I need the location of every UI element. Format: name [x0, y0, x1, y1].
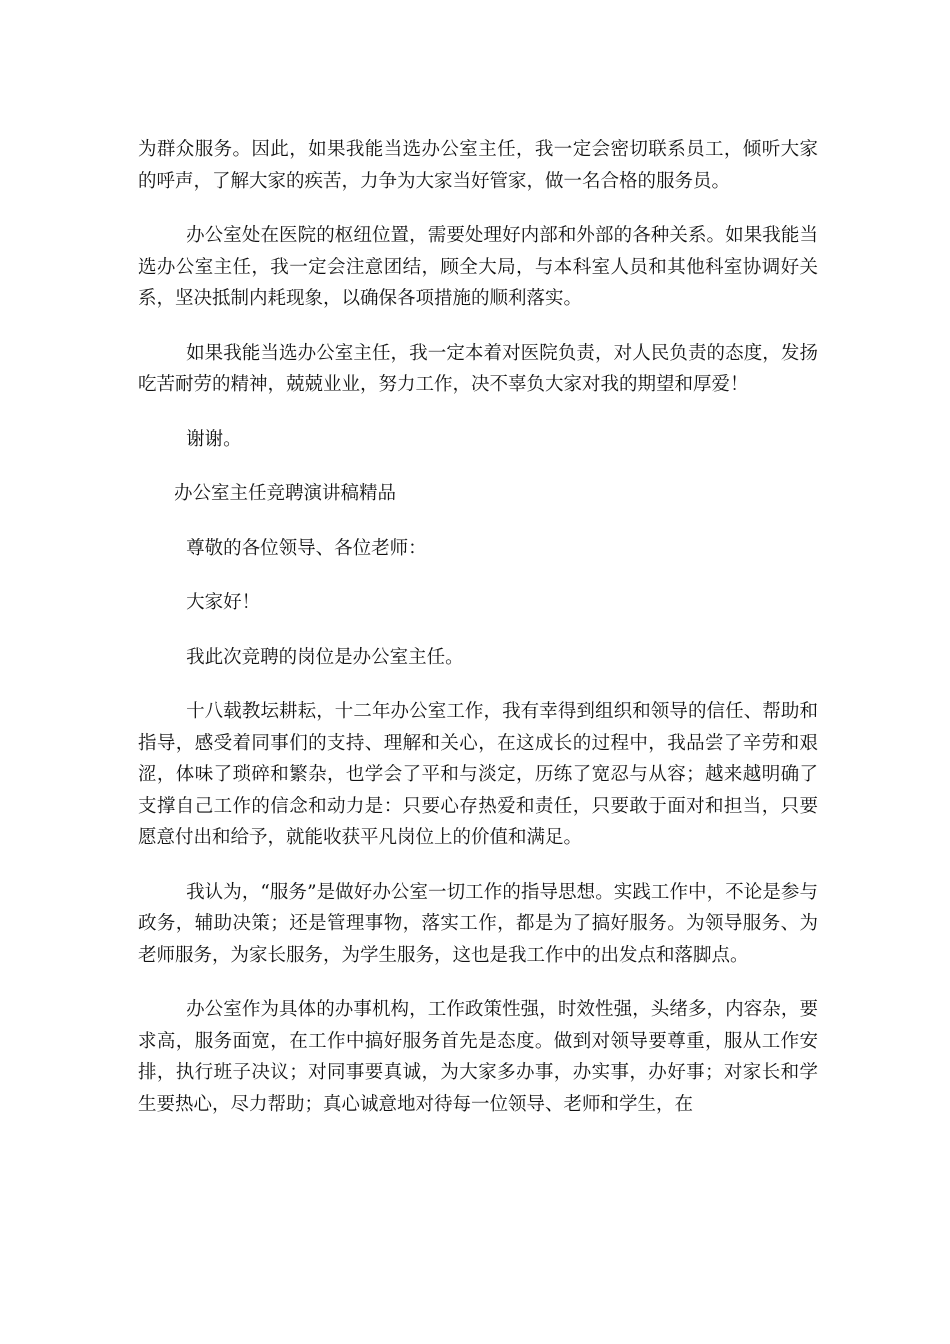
greeting: 大家好！ [186, 592, 261, 613]
paragraph-office-role: 办公室作为具体的办事机构，工作政策性强，时效性强，头绪多，内容杂，要求高，服务面宽，在工作中搞好服务首先是态度。做到对领导要尊重，服从工作安排，执行班子决议；对同事要真诚，为大家多办事，办实事，办好事；对家长和学生要热心，尽力帮助；真心诚意地对待每一位领导、老师和学生，在 [138, 999, 818, 1115]
paragraph-3: 如果我能当选办公室主任，我一定本着对医院负责，对人民负责的态度，发扬吃苦耐劳的精神，兢兢业业，努力工作，决不辜负大家对我的期望和厚爱！ [138, 342, 818, 395]
paragraph-thanks: 谢谢。 [186, 428, 242, 450]
document-title: 办公室主任竞聘演讲稿精品 [174, 483, 397, 504]
document-body [138, 134, 818, 1143]
paragraph-service: 我认为，“服务”是做好办公室一切工作的指导思想。实践工作中，不论是参与政务，辅助决策；还是管理事物，落实工作，都是为了搞好服务。为领导服务、为老师服务，为家长服务，为学生服务，这也是我工作中的出发点和落脚点。 [138, 881, 818, 966]
paragraph-experience: 十八载教坛耕耘，十二年办公室工作，我有幸得到组织和领导的信任、帮助和指导，感受着同事们的支持、理解和关心，在这成长的过程中，我品尝了辛劳和艰涩，体味了琐碎和繁杂，也学会了平和与淡定，历练了宽忍与从容；越来越明确了支撑自己工作的信念和动力是：只要心存热爱和责任，只要敢于面对和担当，只要愿意付出和给予，就能收获平凡岗位上的价值和满足。 [138, 701, 818, 848]
paragraph-2: 办公室处在医院的枢纽位置，需要处理好内部和外部的各种关系。如果我能当选办公室主任，我一定会注意团结，顾全大局，与本科室人员和其他科室协调好关系，坚决抵制内耗现象，以确保各项措施的顺利落实。 [138, 225, 818, 309]
paragraph-position: 我此次竞聘的岗位是办公室主任。 [186, 646, 464, 668]
paragraph-1: 为群众服务。因此，如果我能当选办公室主任，我一定会密切联系员工，倾听大家的呼声，了解大家的疾苦，力争为大家当好管家，做一名合格的服务员。 [138, 139, 818, 192]
salutation: 尊敬的各位领导、各位老师： [186, 537, 427, 559]
